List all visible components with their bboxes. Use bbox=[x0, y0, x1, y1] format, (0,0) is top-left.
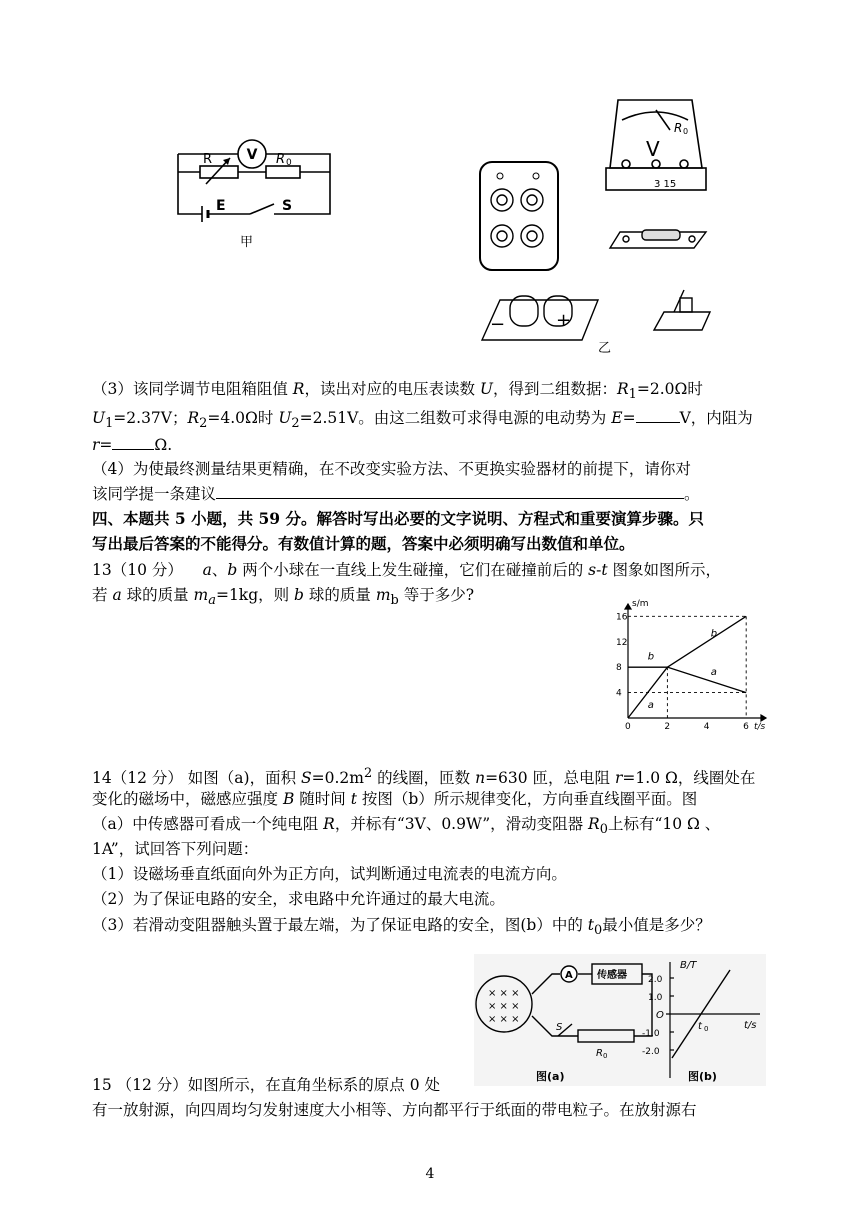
x-axis-arrow bbox=[761, 715, 766, 721]
fixed-resistor bbox=[610, 230, 706, 248]
y-tick-label: 12 bbox=[616, 637, 628, 648]
tick-neg1: -1.0 bbox=[642, 1029, 660, 1039]
chart-ylabel: s/m bbox=[632, 599, 649, 609]
r0-label: R bbox=[276, 152, 286, 167]
tick-neg2: -2.0 bbox=[642, 1047, 660, 1057]
r0-sub: 0 bbox=[286, 158, 292, 168]
voltmeter-v-label: V bbox=[646, 137, 660, 161]
circuit-diagram-jia bbox=[170, 118, 340, 258]
q13-line2: 若 a 球的质量 $m_a=1kg$，则 b 球的质量 $m_b$ 等于多少? bbox=[92, 586, 475, 609]
rheostat-label: R bbox=[203, 152, 213, 167]
switch-label: S bbox=[282, 198, 293, 214]
s-t-chart bbox=[610, 598, 780, 748]
q14-line3: （a）中传感器可看成一个纯电阻 R，并标有“3V、0.9W”，滑动变阻器 $R_0$上标有“10 Ω 、 bbox=[92, 815, 721, 838]
series-label-b: b bbox=[710, 628, 718, 640]
q13-line1: 13（10 分） a、b 两个小球在一直线上发生碰撞，它们在碰撞前后的 s-t 图象如图所示， bbox=[92, 561, 722, 579]
svg-text:× × ×: × × × bbox=[488, 1001, 520, 1012]
t0-label: t bbox=[698, 1021, 702, 1032]
x-tick-label: 2 bbox=[664, 722, 671, 732]
battery-plus: + bbox=[556, 310, 572, 331]
b-axis-label: B/T bbox=[680, 960, 697, 971]
q15-line1: 15 （12 分）如图所示，在直角坐标系的原点 0 处 bbox=[92, 1076, 441, 1094]
ammeter-label: A bbox=[565, 970, 573, 981]
q14-line2: 变化的磁场中，磁感应强度 B 随时间 t 按图（b）所示规律变化，方向垂直线圈平面。图 bbox=[92, 790, 698, 808]
series-label-a: a bbox=[710, 666, 717, 678]
q12-part3-line3: r= Ω. bbox=[92, 433, 768, 457]
figure-caption-jia: 甲 bbox=[240, 235, 254, 250]
q12-part3-line2: $U_1=2.37V$；$R_2=4.0\Omega$时 $U_2=2.51V$。由这二组数可求得电源的电动势为 E= V，内阻为 bbox=[92, 406, 768, 436]
page-number: 4 bbox=[425, 1166, 435, 1182]
q14-part1: （1）设磁场垂直纸面向外为正方向，试判断通过电流表的电流方向。 bbox=[92, 865, 567, 883]
figure-caption-yi: 乙 bbox=[598, 341, 612, 356]
q14-figure bbox=[474, 954, 766, 1086]
knife-switch bbox=[654, 290, 710, 330]
r0-rheostat-label: R bbox=[596, 1048, 603, 1059]
suggestion-blank[interactable] bbox=[216, 482, 684, 499]
y-tick-label: 8 bbox=[616, 663, 622, 674]
x-tick-label: 6 bbox=[743, 722, 749, 732]
q14-part3: （3）若滑动变阻器触头置于最左端，为了保证电路的安全，图(b）中的 $t_0$最小值是多少？ bbox=[92, 916, 711, 939]
r0-rheostat-sub: 0 bbox=[603, 1052, 608, 1060]
y-tick-label: 4 bbox=[616, 688, 622, 699]
section4-heading-line2: 写出最后答案的不能得分。有数值计算的题，答案中必须明确写出数值和单位。 bbox=[92, 534, 635, 553]
tick-1: 1.0 bbox=[648, 993, 663, 1003]
tick-2: 2.0 bbox=[648, 975, 663, 985]
emf-answer-blank[interactable] bbox=[636, 406, 680, 423]
q14-part2: （2）为了保证电路的安全，求电路中允许通过的最大电流。 bbox=[92, 890, 505, 908]
chart-xlabel: t/s bbox=[754, 722, 766, 732]
voltmeter-label: V bbox=[246, 147, 258, 163]
caption-b: 图(b) bbox=[688, 1070, 717, 1083]
series-label-a: a bbox=[647, 699, 654, 711]
switch-s-label: S bbox=[556, 1022, 563, 1033]
q12-part4-line1: （4）为使最终测量结果更精确，在不改变实验方法、不更换实验器材的前提下，请你对 bbox=[92, 460, 691, 478]
t-axis-label: t/s bbox=[744, 1020, 757, 1031]
tick-origin: O bbox=[656, 1010, 664, 1021]
apparatus-figure-yi bbox=[470, 90, 730, 360]
sensor-label: 传感器 bbox=[597, 970, 627, 981]
x-tick-label: 4 bbox=[703, 722, 710, 732]
svg-text:× × ×: × × × bbox=[488, 1014, 520, 1025]
internal-resistance-blank[interactable] bbox=[112, 433, 154, 450]
caption-a: 图(a) bbox=[536, 1070, 565, 1083]
series-line-a bbox=[628, 667, 746, 718]
q14-line1: 14（12 分） 如图（a)，面积 $S=0.2m^2$ 的线圈，匝数 n=630 匝，总电阻 r=1.0 Ω，线圈处在 bbox=[92, 766, 756, 788]
series-label-b: b bbox=[647, 651, 655, 663]
battery-label: E bbox=[216, 198, 226, 214]
resistance-box bbox=[480, 162, 558, 270]
y-axis-arrow bbox=[625, 604, 631, 609]
voltmeter-r-sub: 0 bbox=[683, 127, 689, 136]
q12-part3-line1: （3）该同学调节电阻箱阻值 R，读出对应的电压表读数 U，得到二组数据：$R_1=2.0\Omega$时 bbox=[92, 380, 703, 403]
voltmeter-scale: 3 15 bbox=[654, 179, 677, 190]
series-line-b bbox=[628, 616, 746, 667]
q12-part4-line2: 该同学提一条建议 。 bbox=[92, 482, 768, 506]
svg-text:× × ×: × × × bbox=[488, 988, 520, 999]
y-tick-label: 16 bbox=[616, 612, 628, 623]
battery-minus: − bbox=[490, 314, 506, 335]
x-tick-label: 0 bbox=[625, 722, 631, 732]
voltmeter-r-label: R bbox=[674, 121, 683, 135]
magnetic-field-crosses bbox=[488, 988, 520, 1025]
t0-sub: 0 bbox=[704, 1025, 709, 1033]
q15-line2: 有一放射源，向四周均匀发射速度大小相等、方向都平行于纸面的带电粒子。在放射源右 bbox=[92, 1101, 697, 1119]
section4-heading-line1: 四、本题共 5 小题，共 59 分。解答时写出必要的文字说明、方程式和重要演算步骤。只 bbox=[92, 509, 704, 528]
q14-line4: 1A”，试回答下列问题： bbox=[92, 840, 259, 858]
